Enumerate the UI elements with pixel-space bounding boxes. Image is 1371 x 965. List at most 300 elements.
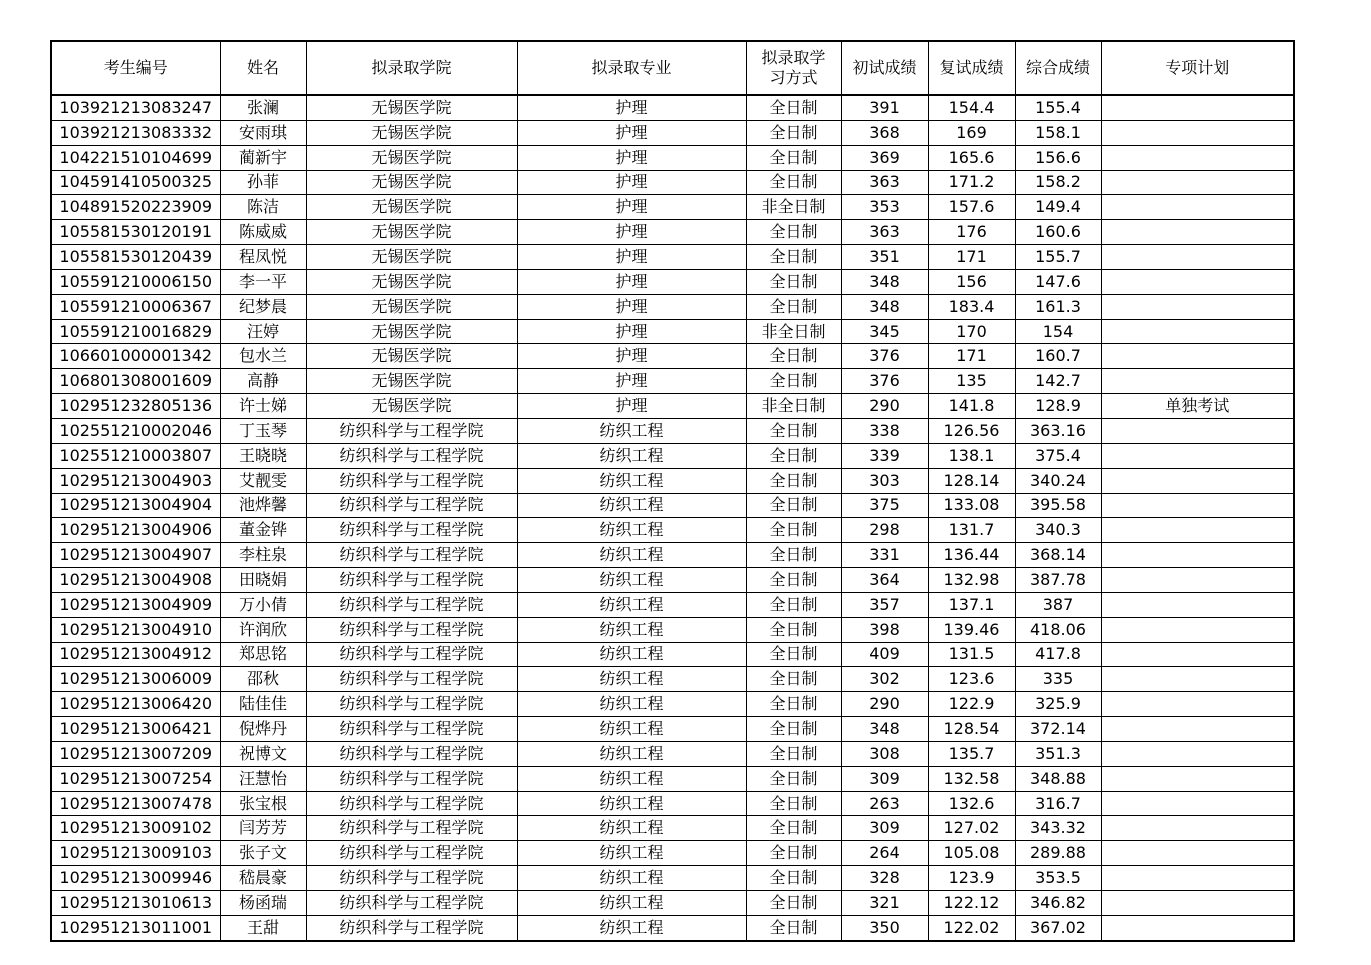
cell-major: 护理 — [517, 120, 746, 145]
cell-college: 无锡医学院 — [306, 245, 517, 270]
cell-initial-score: 348 — [841, 269, 928, 294]
cell-major: 纺织工程 — [517, 568, 746, 593]
cell-exam-id: 104891520223909 — [51, 195, 220, 220]
cell-study-mode: 全日制 — [746, 841, 841, 866]
cell-name: 嵇晨豪 — [220, 866, 306, 891]
cell-exam-id: 102951213004903 — [51, 468, 220, 493]
cell-college: 无锡医学院 — [306, 344, 517, 369]
cell-college: 无锡医学院 — [306, 145, 517, 170]
cell-total-score: 367.02 — [1015, 915, 1101, 940]
cell-exam-id: 102951213004909 — [51, 592, 220, 617]
cell-total-score: 316.7 — [1015, 791, 1101, 816]
cell-exam-id: 102951213007478 — [51, 791, 220, 816]
cell-college: 纺织科学与工程学院 — [306, 766, 517, 791]
cell-retest-score: 169 — [928, 120, 1015, 145]
table-row — [51, 443, 1294, 468]
cell-initial-score: 290 — [841, 394, 928, 419]
cell-special-plan — [1101, 170, 1294, 195]
cell-exam-id: 102951213007209 — [51, 741, 220, 766]
cell-special-plan — [1101, 518, 1294, 543]
table-row — [51, 319, 1294, 344]
cell-major: 纺织工程 — [517, 891, 746, 916]
cell-special-plan — [1101, 816, 1294, 841]
table-body — [51, 95, 1294, 941]
cell-major: 护理 — [517, 145, 746, 170]
cell-major: 纺织工程 — [517, 841, 746, 866]
cell-major: 护理 — [517, 319, 746, 344]
cell-major: 纺织工程 — [517, 741, 746, 766]
cell-retest-score: 122.9 — [928, 692, 1015, 717]
cell-exam-id: 105591210016829 — [51, 319, 220, 344]
cell-initial-score: 328 — [841, 866, 928, 891]
cell-major: 纺织工程 — [517, 816, 746, 841]
cell-total-score: 160.7 — [1015, 344, 1101, 369]
cell-exam-id: 104221510104699 — [51, 145, 220, 170]
cell-total-score: 348.88 — [1015, 766, 1101, 791]
cell-initial-score: 298 — [841, 518, 928, 543]
cell-name: 纪梦晨 — [220, 294, 306, 319]
cell-college: 纺织科学与工程学院 — [306, 592, 517, 617]
cell-exam-id: 102551210003807 — [51, 443, 220, 468]
cell-name: 陈洁 — [220, 195, 306, 220]
cell-initial-score: 264 — [841, 841, 928, 866]
cell-name: 程凤悦 — [220, 245, 306, 270]
cell-retest-score: 170 — [928, 319, 1015, 344]
cell-major: 纺织工程 — [517, 468, 746, 493]
cell-major: 纺织工程 — [517, 592, 746, 617]
cell-study-mode: 全日制 — [746, 891, 841, 916]
cell-name: 王晓晓 — [220, 443, 306, 468]
cell-initial-score: 398 — [841, 617, 928, 642]
cell-total-score: 417.8 — [1015, 642, 1101, 667]
cell-name: 张澜 — [220, 95, 306, 120]
cell-initial-score: 308 — [841, 741, 928, 766]
cell-name: 万小倩 — [220, 592, 306, 617]
cell-initial-score: 348 — [841, 717, 928, 742]
cell-name: 祝博文 — [220, 741, 306, 766]
cell-retest-score: 105.08 — [928, 841, 1015, 866]
cell-name: 张宝根 — [220, 791, 306, 816]
cell-retest-score: 122.02 — [928, 915, 1015, 940]
cell-college: 纺织科学与工程学院 — [306, 891, 517, 916]
cell-total-score: 375.4 — [1015, 443, 1101, 468]
cell-total-score: 289.88 — [1015, 841, 1101, 866]
cell-special-plan — [1101, 369, 1294, 394]
cell-major: 护理 — [517, 294, 746, 319]
cell-exam-id: 102551210002046 — [51, 418, 220, 443]
cell-college: 无锡医学院 — [306, 294, 517, 319]
cell-special-plan: 单独考试 — [1101, 394, 1294, 419]
cell-exam-id: 105581530120191 — [51, 220, 220, 245]
cell-study-mode: 全日制 — [746, 220, 841, 245]
cell-name: 李柱泉 — [220, 543, 306, 568]
table-row — [51, 692, 1294, 717]
cell-exam-id: 104591410500325 — [51, 170, 220, 195]
table-row — [51, 145, 1294, 170]
cell-study-mode: 全日制 — [746, 592, 841, 617]
cell-major: 纺织工程 — [517, 617, 746, 642]
cell-name: 艾靓雯 — [220, 468, 306, 493]
cell-exam-id: 102951213009946 — [51, 866, 220, 891]
cell-initial-score: 357 — [841, 592, 928, 617]
cell-college: 无锡医学院 — [306, 369, 517, 394]
cell-retest-score: 133.08 — [928, 493, 1015, 518]
cell-exam-id: 105591210006367 — [51, 294, 220, 319]
cell-study-mode: 全日制 — [746, 717, 841, 742]
cell-total-score: 154 — [1015, 319, 1101, 344]
cell-total-score: 155.4 — [1015, 95, 1101, 120]
table-row — [51, 617, 1294, 642]
cell-major: 纺织工程 — [517, 766, 746, 791]
cell-retest-score: 127.02 — [928, 816, 1015, 841]
cell-name: 包水兰 — [220, 344, 306, 369]
cell-exam-id: 102951213007254 — [51, 766, 220, 791]
cell-initial-score: 364 — [841, 568, 928, 593]
cell-name: 董金铧 — [220, 518, 306, 543]
table-row — [51, 394, 1294, 419]
cell-college: 纺织科学与工程学院 — [306, 642, 517, 667]
cell-college: 纺织科学与工程学院 — [306, 617, 517, 642]
cell-exam-id: 102951213004908 — [51, 568, 220, 593]
cell-exam-id: 102951213006420 — [51, 692, 220, 717]
cell-initial-score: 309 — [841, 766, 928, 791]
cell-initial-score: 376 — [841, 369, 928, 394]
cell-special-plan — [1101, 120, 1294, 145]
cell-retest-score: 135 — [928, 369, 1015, 394]
cell-name: 安雨琪 — [220, 120, 306, 145]
table-row — [51, 418, 1294, 443]
cell-study-mode: 全日制 — [746, 170, 841, 195]
cell-study-mode: 全日制 — [746, 294, 841, 319]
cell-total-score: 372.14 — [1015, 717, 1101, 742]
cell-special-plan — [1101, 692, 1294, 717]
cell-major: 纺织工程 — [517, 443, 746, 468]
cell-initial-score: 376 — [841, 344, 928, 369]
cell-name: 蔺新宇 — [220, 145, 306, 170]
cell-name: 张子文 — [220, 841, 306, 866]
cell-special-plan — [1101, 915, 1294, 940]
cell-retest-score: 171 — [928, 344, 1015, 369]
cell-special-plan — [1101, 418, 1294, 443]
cell-exam-id: 102951232805136 — [51, 394, 220, 419]
cell-college: 纺织科学与工程学院 — [306, 866, 517, 891]
cell-study-mode: 全日制 — [746, 816, 841, 841]
cell-special-plan — [1101, 791, 1294, 816]
cell-college: 纺织科学与工程学院 — [306, 692, 517, 717]
cell-total-score: 149.4 — [1015, 195, 1101, 220]
table-row — [51, 120, 1294, 145]
cell-retest-score: 183.4 — [928, 294, 1015, 319]
cell-initial-score: 375 — [841, 493, 928, 518]
cell-total-score: 325.9 — [1015, 692, 1101, 717]
cell-special-plan — [1101, 220, 1294, 245]
cell-name: 许士娣 — [220, 394, 306, 419]
cell-special-plan — [1101, 841, 1294, 866]
cell-study-mode: 全日制 — [746, 245, 841, 270]
cell-major: 纺织工程 — [517, 915, 746, 940]
cell-exam-id: 102951213006421 — [51, 717, 220, 742]
cell-study-mode: 全日制 — [746, 120, 841, 145]
cell-name: 汪婷 — [220, 319, 306, 344]
cell-special-plan — [1101, 269, 1294, 294]
cell-total-score: 387 — [1015, 592, 1101, 617]
cell-initial-score: 409 — [841, 642, 928, 667]
cell-total-score: 395.58 — [1015, 493, 1101, 518]
table-row — [51, 493, 1294, 518]
table-row — [51, 568, 1294, 593]
table-row — [51, 543, 1294, 568]
cell-initial-score: 368 — [841, 120, 928, 145]
cell-college: 纺织科学与工程学院 — [306, 468, 517, 493]
cell-special-plan — [1101, 543, 1294, 568]
cell-retest-score: 154.4 — [928, 95, 1015, 120]
cell-name: 池烨馨 — [220, 493, 306, 518]
cell-special-plan — [1101, 95, 1294, 120]
cell-name: 陆佳佳 — [220, 692, 306, 717]
cell-study-mode: 全日制 — [746, 418, 841, 443]
cell-college: 无锡医学院 — [306, 220, 517, 245]
header-exam-id: 考生编号 — [51, 41, 220, 95]
cell-special-plan — [1101, 642, 1294, 667]
cell-special-plan — [1101, 443, 1294, 468]
table-row — [51, 592, 1294, 617]
cell-special-plan — [1101, 493, 1294, 518]
cell-retest-score: 128.14 — [928, 468, 1015, 493]
cell-study-mode: 全日制 — [746, 568, 841, 593]
cell-exam-id: 102951213004910 — [51, 617, 220, 642]
cell-initial-score: 303 — [841, 468, 928, 493]
cell-retest-score: 132.6 — [928, 791, 1015, 816]
table-row — [51, 269, 1294, 294]
cell-initial-score: 369 — [841, 145, 928, 170]
cell-college: 纺织科学与工程学院 — [306, 518, 517, 543]
cell-total-score: 387.78 — [1015, 568, 1101, 593]
cell-exam-id: 103921213083332 — [51, 120, 220, 145]
cell-initial-score: 321 — [841, 891, 928, 916]
cell-study-mode: 全日制 — [746, 543, 841, 568]
cell-retest-score: 138.1 — [928, 443, 1015, 468]
cell-major: 纺织工程 — [517, 493, 746, 518]
cell-initial-score: 302 — [841, 667, 928, 692]
cell-college: 纺织科学与工程学院 — [306, 443, 517, 468]
cell-college: 纺织科学与工程学院 — [306, 915, 517, 940]
cell-name: 许润欣 — [220, 617, 306, 642]
cell-initial-score: 351 — [841, 245, 928, 270]
cell-total-score: 340.3 — [1015, 518, 1101, 543]
cell-total-score: 340.24 — [1015, 468, 1101, 493]
cell-special-plan — [1101, 866, 1294, 891]
cell-total-score: 158.2 — [1015, 170, 1101, 195]
cell-college: 纺织科学与工程学院 — [306, 816, 517, 841]
cell-name: 杨函瑞 — [220, 891, 306, 916]
cell-special-plan — [1101, 717, 1294, 742]
cell-exam-id: 102951213011001 — [51, 915, 220, 940]
cell-retest-score: 123.6 — [928, 667, 1015, 692]
table-row — [51, 766, 1294, 791]
cell-special-plan — [1101, 617, 1294, 642]
cell-college: 纺织科学与工程学院 — [306, 543, 517, 568]
table-row — [51, 717, 1294, 742]
cell-major: 护理 — [517, 269, 746, 294]
table-row — [51, 518, 1294, 543]
cell-study-mode: 全日制 — [746, 642, 841, 667]
cell-college: 无锡医学院 — [306, 120, 517, 145]
cell-special-plan — [1101, 592, 1294, 617]
cell-study-mode: 全日制 — [746, 518, 841, 543]
cell-college: 纺织科学与工程学院 — [306, 841, 517, 866]
cell-retest-score: 165.6 — [928, 145, 1015, 170]
cell-major: 纺织工程 — [517, 717, 746, 742]
table-row — [51, 915, 1294, 940]
cell-study-mode: 全日制 — [746, 692, 841, 717]
cell-college: 纺织科学与工程学院 — [306, 791, 517, 816]
table-row — [51, 841, 1294, 866]
table-row — [51, 816, 1294, 841]
cell-special-plan — [1101, 245, 1294, 270]
cell-study-mode: 全日制 — [746, 866, 841, 891]
cell-retest-score: 131.7 — [928, 518, 1015, 543]
cell-initial-score: 363 — [841, 170, 928, 195]
cell-initial-score: 345 — [841, 319, 928, 344]
cell-study-mode: 非全日制 — [746, 319, 841, 344]
cell-special-plan — [1101, 145, 1294, 170]
cell-major: 纺织工程 — [517, 642, 746, 667]
table-row — [51, 344, 1294, 369]
cell-initial-score: 263 — [841, 791, 928, 816]
cell-exam-id: 105591210006150 — [51, 269, 220, 294]
header-name: 姓名 — [220, 41, 306, 95]
table-row — [51, 95, 1294, 120]
cell-major: 护理 — [517, 394, 746, 419]
cell-college: 纺织科学与工程学院 — [306, 493, 517, 518]
cell-study-mode: 非全日制 — [746, 195, 841, 220]
cell-exam-id: 106801308001609 — [51, 369, 220, 394]
cell-name: 郑思铭 — [220, 642, 306, 667]
cell-study-mode: 全日制 — [746, 915, 841, 940]
cell-college: 纺织科学与工程学院 — [306, 568, 517, 593]
cell-total-score: 343.32 — [1015, 816, 1101, 841]
cell-retest-score: 171.2 — [928, 170, 1015, 195]
cell-name: 田晓娟 — [220, 568, 306, 593]
cell-initial-score: 339 — [841, 443, 928, 468]
cell-initial-score: 353 — [841, 195, 928, 220]
cell-college: 无锡医学院 — [306, 95, 517, 120]
cell-total-score: 142.7 — [1015, 369, 1101, 394]
cell-major: 纺织工程 — [517, 791, 746, 816]
admission-table — [50, 40, 1295, 942]
cell-special-plan — [1101, 294, 1294, 319]
cell-special-plan — [1101, 568, 1294, 593]
cell-initial-score: 290 — [841, 692, 928, 717]
cell-special-plan — [1101, 891, 1294, 916]
cell-retest-score: 171 — [928, 245, 1015, 270]
cell-name: 丁玉琴 — [220, 418, 306, 443]
cell-study-mode: 全日制 — [746, 667, 841, 692]
cell-major: 护理 — [517, 95, 746, 120]
cell-retest-score: 137.1 — [928, 592, 1015, 617]
cell-college: 纺织科学与工程学院 — [306, 741, 517, 766]
cell-study-mode: 全日制 — [746, 95, 841, 120]
cell-initial-score: 391 — [841, 95, 928, 120]
cell-total-score: 128.9 — [1015, 394, 1101, 419]
cell-total-score: 155.7 — [1015, 245, 1101, 270]
cell-college: 无锡医学院 — [306, 269, 517, 294]
cell-major: 纺织工程 — [517, 667, 746, 692]
cell-name: 汪慧怡 — [220, 766, 306, 791]
cell-special-plan — [1101, 667, 1294, 692]
cell-retest-score: 122.12 — [928, 891, 1015, 916]
cell-college: 纺织科学与工程学院 — [306, 667, 517, 692]
cell-exam-id: 102951213004912 — [51, 642, 220, 667]
cell-total-score: 368.14 — [1015, 543, 1101, 568]
cell-total-score: 335 — [1015, 667, 1101, 692]
cell-study-mode: 全日制 — [746, 766, 841, 791]
cell-name: 陈威威 — [220, 220, 306, 245]
cell-special-plan — [1101, 468, 1294, 493]
cell-total-score: 351.3 — [1015, 741, 1101, 766]
cell-study-mode: 全日制 — [746, 145, 841, 170]
cell-study-mode: 全日制 — [746, 468, 841, 493]
cell-study-mode: 全日制 — [746, 617, 841, 642]
cell-major: 护理 — [517, 195, 746, 220]
cell-retest-score: 123.9 — [928, 866, 1015, 891]
cell-total-score: 353.5 — [1015, 866, 1101, 891]
cell-study-mode: 全日制 — [746, 443, 841, 468]
table-row — [51, 667, 1294, 692]
cell-special-plan — [1101, 766, 1294, 791]
table-row — [51, 642, 1294, 667]
cell-total-score: 363.16 — [1015, 418, 1101, 443]
cell-exam-id: 102951213004906 — [51, 518, 220, 543]
table-row — [51, 741, 1294, 766]
cell-initial-score: 350 — [841, 915, 928, 940]
header-total-score: 综合成绩 — [1015, 41, 1101, 95]
cell-study-mode: 全日制 — [746, 269, 841, 294]
cell-retest-score: 132.58 — [928, 766, 1015, 791]
cell-name: 王甜 — [220, 915, 306, 940]
cell-exam-id: 102951213010613 — [51, 891, 220, 916]
cell-major: 护理 — [517, 220, 746, 245]
cell-total-score: 147.6 — [1015, 269, 1101, 294]
cell-retest-score: 141.8 — [928, 394, 1015, 419]
table-row — [51, 468, 1294, 493]
header-major: 拟录取专业 — [517, 41, 746, 95]
cell-major: 护理 — [517, 170, 746, 195]
table-row — [51, 791, 1294, 816]
table-row — [51, 891, 1294, 916]
cell-major: 纺织工程 — [517, 692, 746, 717]
header-special-plan: 专项计划 — [1101, 41, 1294, 95]
cell-retest-score: 132.98 — [928, 568, 1015, 593]
table-row — [51, 866, 1294, 891]
header-row — [51, 41, 1294, 95]
cell-retest-score: 156 — [928, 269, 1015, 294]
cell-exam-id: 102951213009102 — [51, 816, 220, 841]
cell-exam-id: 105581530120439 — [51, 245, 220, 270]
cell-special-plan — [1101, 195, 1294, 220]
table-row — [51, 245, 1294, 270]
cell-initial-score: 338 — [841, 418, 928, 443]
cell-major: 纺织工程 — [517, 543, 746, 568]
cell-exam-id: 102951213004907 — [51, 543, 220, 568]
cell-college: 无锡医学院 — [306, 170, 517, 195]
table-row — [51, 369, 1294, 394]
cell-study-mode: 全日制 — [746, 344, 841, 369]
cell-name: 邵秋 — [220, 667, 306, 692]
cell-name: 倪烨丹 — [220, 717, 306, 742]
header-initial-score: 初试成绩 — [841, 41, 928, 95]
cell-total-score: 346.82 — [1015, 891, 1101, 916]
